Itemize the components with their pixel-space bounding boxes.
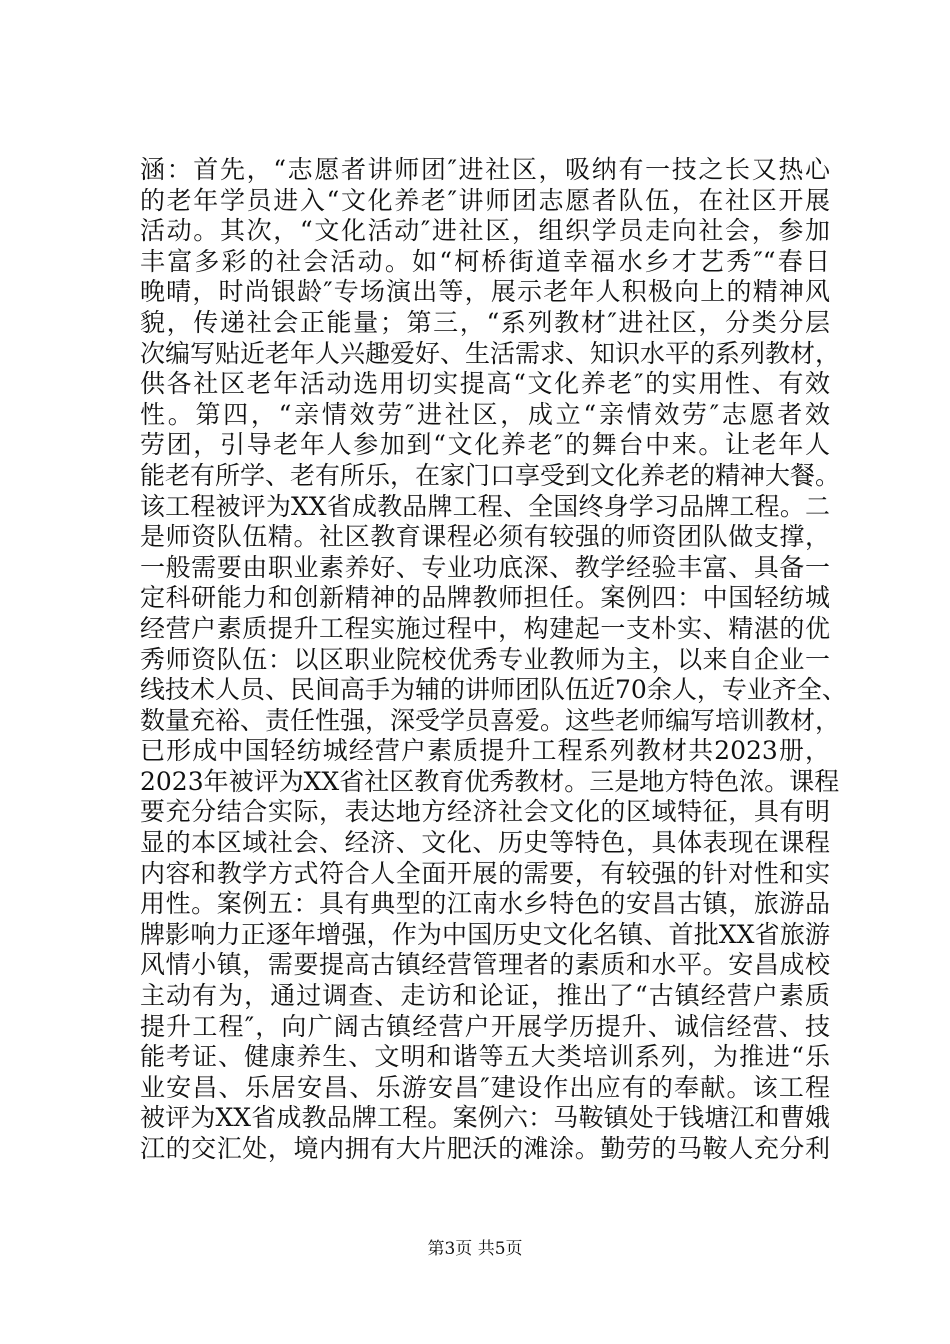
text-line-25: 用性。案例五：具有典型的江南水乡特色的安昌古镇，旅游品 (140, 889, 830, 919)
text-line-5: 晚晴，时尚银龄″专场演出等，展示老年人积极向上的精神风 (140, 277, 830, 307)
text-line-16: 经营户素质提升工程实施过程中，构建起一支朴实、精湛的优 (140, 613, 830, 643)
text-line-12: 该工程被评为XX省成教品牌工程、全国终身学习品牌工程。二 (140, 491, 830, 521)
text-line-22: 要充分结合实际，表达地方经济社会文化的区域特征，具有明 (140, 797, 830, 827)
text-line-11: 能老有所学、老有所乐，在家门口享受到文化养老的精神大餐。 (140, 460, 841, 490)
body-text (140, 155, 847, 1165)
text-line-28: 主动有为，通过调查、走访和论证，推出了“古镇经营户素质 (140, 981, 830, 1011)
text-line-3: 活动。其次，“文化活动″进社区，组织学员走向社会，参加 (140, 216, 830, 246)
text-line-18: 线技术人员、民间高手为辅的讲师团队伍近70余人，专业齐全、 (140, 675, 847, 705)
text-line-32: 被评为XX省成教品牌工程。案例六：马鞍镇处于钱塘江和曹娥 (140, 1103, 830, 1133)
text-line-1: 涵：首先，“志愿者讲师团″进社区，吸纳有一技之长又热心 (140, 155, 830, 184)
text-line-4: 丰富多彩的社会活动。如“柯桥街道幸福水乡才艺秀″“春日 (140, 246, 830, 276)
text-line-24: 内容和教学方式符合人全面开展的需要，有较强的针对性和实 (140, 858, 830, 888)
text-line-15: 定科研能力和创新精神的品牌教师担任。案例四：中国轻纺城 (140, 583, 830, 613)
text-line-6: 貌，传递社会正能量；第三，“系列教材″进社区，分类分层 (140, 307, 830, 337)
text-line-10: 劳团，引导老年人参加到“文化养老″的舞台中来。让老年人 (140, 430, 830, 460)
text-line-21: 2023年被评为XX省社区教育优秀教材。三是地方特色浓。课程 (140, 766, 840, 796)
text-line-33: 江的交汇处，境内拥有大片肥沃的滩涂。勤劳的马鞍人充分利 (140, 1134, 830, 1163)
text-line-31: 业安昌、乐居安昌、乐游安昌″建设作出应有的奉献。该工程 (140, 1072, 830, 1102)
text-line-8: 供各社区老年活动选用切实提高“文化养老″的实用性、有效 (140, 369, 830, 399)
text-line-26: 牌影响力正逐年增强，作为中国历史文化名镇、首批XX省旅游 (140, 919, 830, 949)
text-line-23: 显的本区域社会、经济、文化、历史等特色，具体表现在课程 (140, 828, 830, 858)
text-line-30: 能考证、健康养生、文明和谐等五大类培训系列，为推进“乐 (140, 1042, 830, 1072)
text-line-20: 已形成中国轻纺城经营户素质提升工程系列教材共2023册， (140, 736, 830, 766)
text-line-27: 风情小镇，需要提高古镇经营管理者的素质和水平。安昌成校 (140, 950, 830, 980)
text-line-14: 一般需要由职业素养好、专业功底深、教学经验丰富、具备一 (140, 552, 830, 582)
page-number-footer: 第3页 共5页 (427, 1239, 523, 1259)
text-line-29: 提升工程″，向广阔古镇经营户开展学历提升、诚信经营、技 (140, 1011, 830, 1041)
text-line-9: 性。第四，“亲情效劳″进社区，成立“亲情效劳″志愿者效 (140, 399, 830, 429)
text-line-13: 是师资队伍精。社区教育课程必须有较强的师资团队做支撑， (140, 522, 830, 552)
text-line-2: 的老年学员进入“文化养老″讲师团志愿者队伍，在社区开展 (140, 185, 830, 215)
text-line-17: 秀师资队伍：以区职业院校优秀专业教师为主，以来自企业一 (140, 644, 830, 674)
text-line-19: 数量充裕、责任性强，深受学员喜爱。这些老师编写培训教材， (140, 705, 841, 735)
text-line-7: 次编写贴近老年人兴趣爱好、生活需求、知识水平的系列教材， (140, 338, 841, 368)
